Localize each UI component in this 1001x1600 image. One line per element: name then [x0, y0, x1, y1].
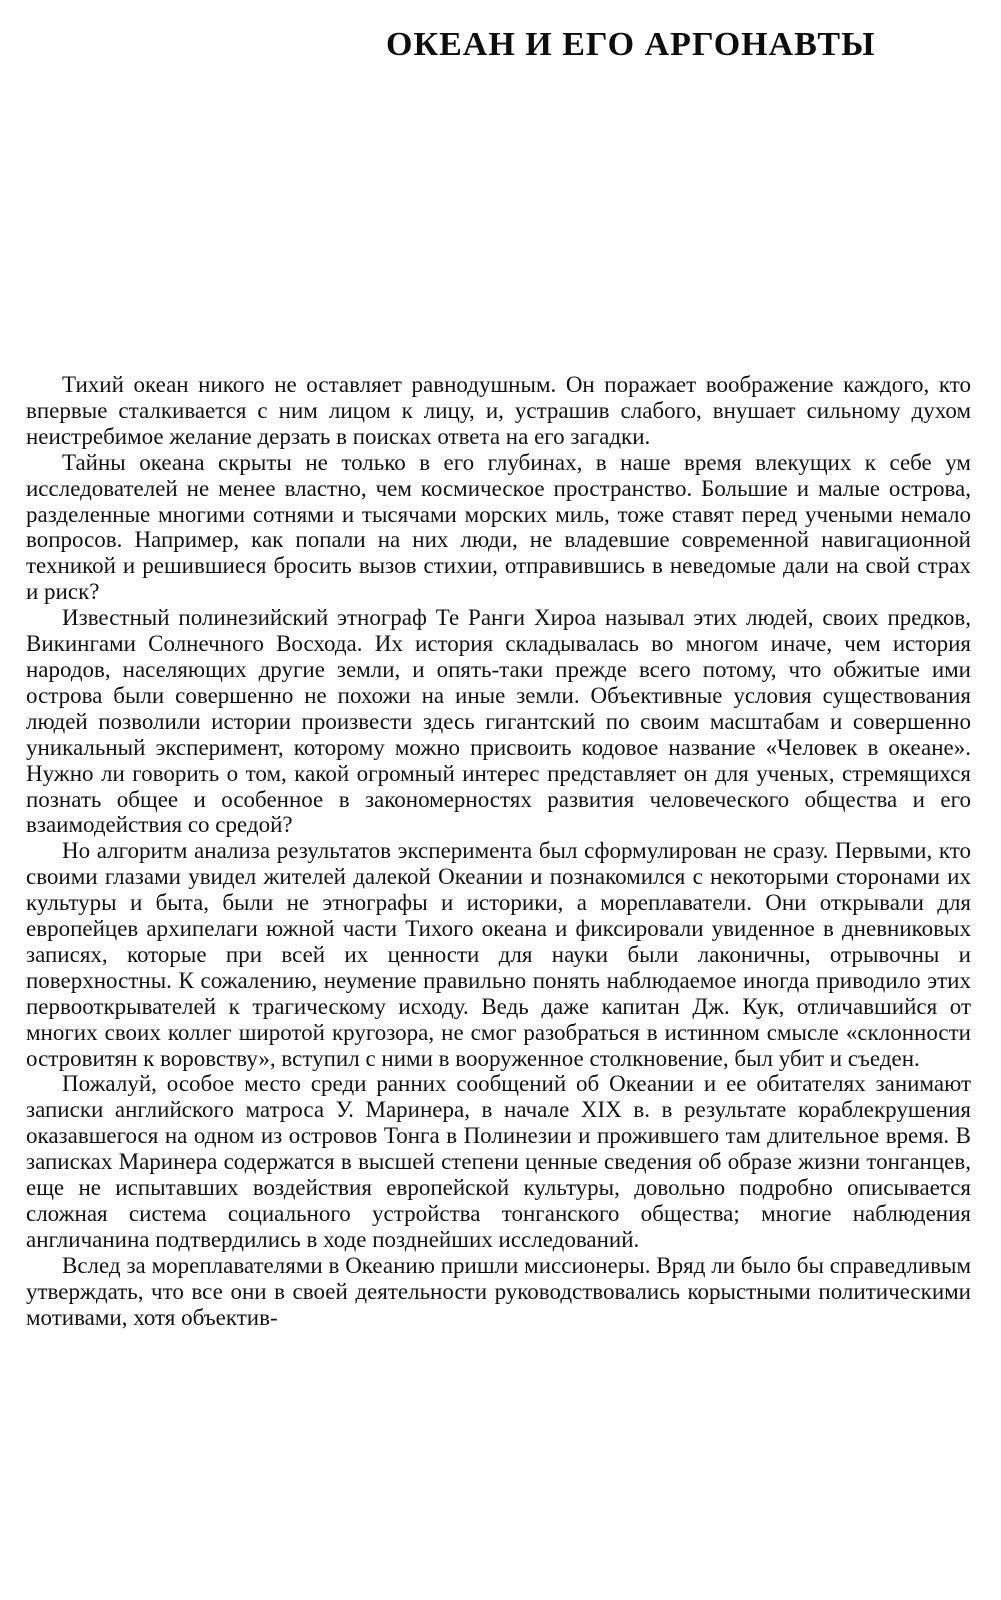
paragraph: Тайны океана скрыты не только в его глубинах, в наше время влекущих к себе ум исследователей не менее властно, чем космическое пространство. Большие и малые острова, разделенные многими сотнями и тысячами морских миль, тоже ставят перед учеными немало вопросов. Например, как попали на них люди, не владевшие современной навигационной техникой и решившиеся бросить вызов стихии, отправившись в неведомые дали на свой страх и риск? — [26, 449, 971, 605]
chapter-title: ОКЕАН И ЕГО АРГОНАВТЫ — [386, 26, 876, 63]
paragraph: Пожалуй, особое место среди ранних сообщений об Океании и ее обитателях занимают записки английского матроса У. Маринера, в начале XIX в. в результате кораблекрушения оказавшегося на одном из островов Тонга в Полинезии и прожившего там длительное время. В записках Маринера содержатся в высшей степени ценные сведения об образе жизни тонганцев, еще не испытавших воздействия европейской культуры, довольно подробно описывается сложная система социального устройства тонганского общества; многие наблюдения англичанина подтвердились в ходе позднейших исследований. — [26, 1071, 971, 1252]
body-text — [26, 372, 971, 1331]
paragraph: Известный полинезийский этнограф Те Ранги Хироа называл этих людей, своих предков, Викингами Солнечного Восхода. Их история складывалась во многом иначе, чем история народов, населяющих другие земли, и опять-таки прежде всего потому, что обжитые ими острова были совершенно не похожи на иные земли. Объективные условия существования людей позволили истории произвести здесь гигантский по своим масштабам и совершенно уникальный эксперимент, которому можно присвоить кодовое название «Человек в океане». Нужно ли говорить о том, какой огромный интерес представляет он для ученых, стремящихся познать общее и особенное в закономерностях развития человеческого общества и его взаимодействия со средой? — [26, 605, 971, 838]
paragraph: Тихий океан никого не оставляет равнодушным. Он поражает воображение каждого, кто впервые сталкивается с ним лицом к лицу, и, устрашив слабого, внушает сильному духом неистребимое желание дерзать в поисках ответа на его загадки. — [26, 372, 971, 449]
paragraph: Вслед за мореплавателями в Океанию пришли миссионеры. Вряд ли было бы справедливым утверждать, что все они в своей деятельности руководствовались корыстными политическими мотивами, хотя объектив- — [26, 1252, 971, 1330]
paragraph: Но алгоритм анализа результатов эксперимента был сформулирован не сразу. Первыми, кто своими глазами увидел жителей далекой Океании и познакомился с некоторыми сторонами их культуры и быта, были не этнографы и историки, а мореплаватели. Они открывали для европейцев архипелаги южной части Тихого океана и фиксировали увиденное в дневниковых записях, которые при всей их ценности для науки были лаконичны, отрывочны и поверхностны. К сожалению, неумение правильно понять наблюдаемое иногда приводило этих первооткрывателей к трагическому исходу. Ведь даже капитан Дж. Кук, отличавшийся от многих своих коллег широтой кругозора, не смог разобраться в истинном смысле «склонности островитян к воровству», вступил с ними в вооруженное столкновение, был убит и съеден. — [26, 838, 971, 1071]
